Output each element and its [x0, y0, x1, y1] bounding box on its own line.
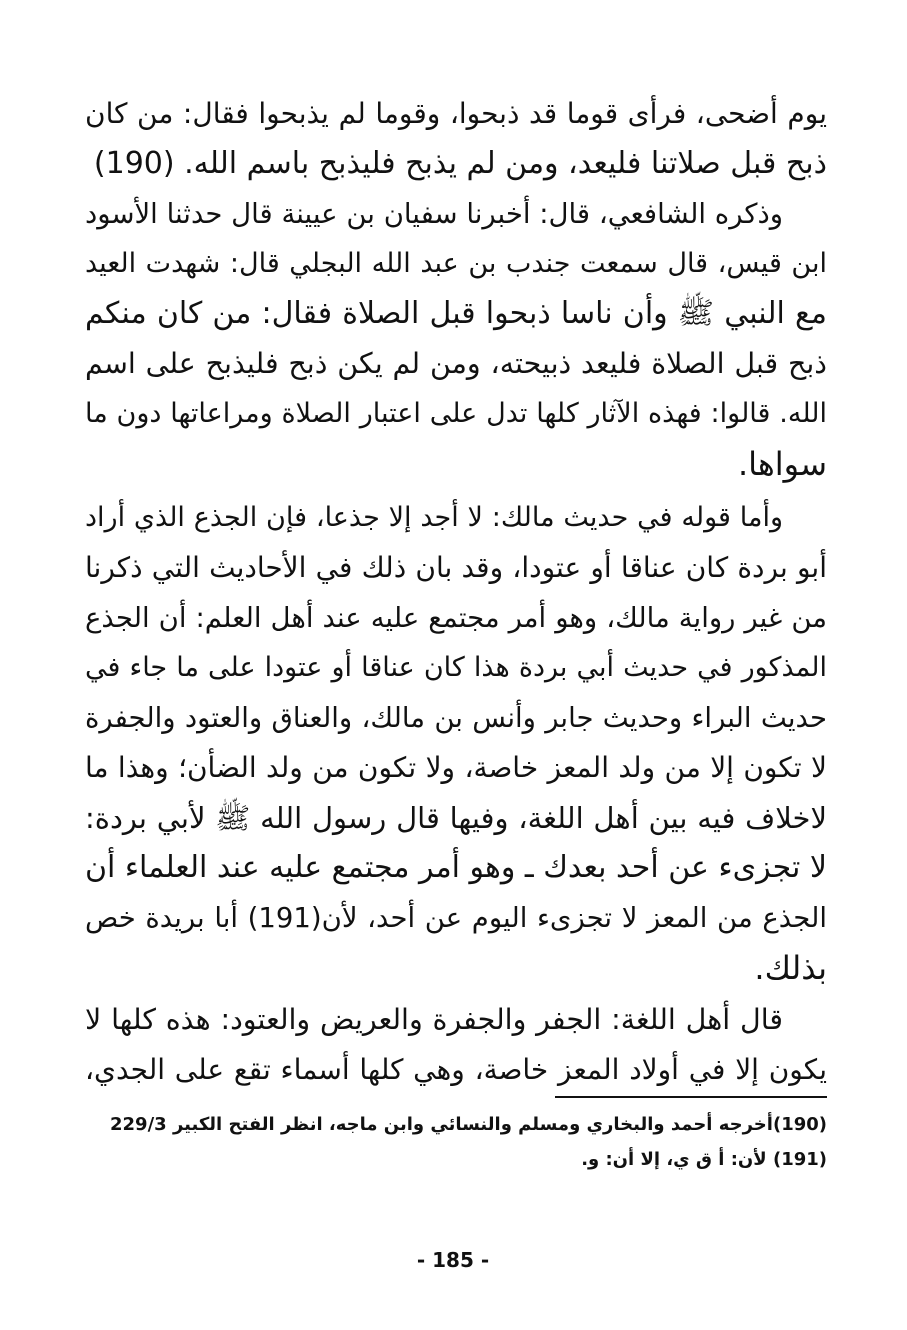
text-line: بذلك. [754, 949, 827, 987]
text-line: مع النبي ﷺ وأن ناسا ذبحوا قبل الصلاة فقال: من كان منكم [85, 296, 827, 331]
footnote: (191) لأن: أ ق ي، إلا أن: و. [581, 1149, 827, 1170]
page-number: - 185 - [416, 1248, 490, 1272]
text-line: يوم أضحى، فرأى قوما قد ذبحوا، وقوما لم يذبحوا فقال: من كان [85, 97, 827, 130]
text-line: لاخلاف فيه بين أهل اللغة، وفيها قال رسول الله ﷺ لأبي بردة: [85, 801, 827, 835]
text-line: لا تكون إلا من ولد المعز خاصة، ولا تكون من ولد الضأن؛ وهذا ما [85, 751, 827, 784]
text-line: حديث البراء وحديث جابر وأنس بن مالك، والعناق والعتود والجفرة [85, 702, 827, 734]
text-line: وذكره الشافعي، قال: أخبرنا سفيان بن عيينة قال حدثنا الأسود [85, 198, 783, 230]
text-line: المذكور في حديث أبي بردة هذا كان عناقا أو عتودا على ما جاء في [85, 652, 827, 683]
footnote-separator [555, 1096, 827, 1098]
footnote: (190)أخرجه أحمد والبخاري ومسلم والنسائي وابن ماجه، انظر الفتح الكبير 229/3 [110, 1114, 827, 1135]
text-line: قال أهل اللغة: الجفر والجفرة والعريض والعتود: هذه كلها لا [85, 1003, 783, 1036]
text-line: يكون إلا في أولاد المعز خاصة، وهي كلها أسماء تقع على الجدي، [85, 1053, 827, 1086]
text-line: الله. قالوا: فهذه الآثار كلها تدل على اعتبار الصلاة ومراعاتها دون ما [85, 398, 827, 429]
text-line: سواها. [737, 445, 827, 483]
text-line: وأما قوله في حديث مالك: لا أجد إلا جذعا، فإن الجذع الذي أراد [85, 502, 783, 533]
text-line: لا تجزىء عن أحد بعدك ـ وهو أمر مجتمع عليه عند العلماء أن [85, 850, 827, 885]
text-line: ابن قيس، قال سمعت جندب بن عبد الله البجلي قال: شهدت العيد [85, 248, 827, 279]
text-line: من غير رواية مالك، وهو أمر مجتمع عليه عند أهل العلم: أن الجذع [85, 602, 827, 634]
text-line: الجذع من المعز لا تجزىء اليوم عن أحد، لأن(191) أبا بريدة خص [85, 902, 827, 934]
text-line: أبو بردة كان عناقا أو عتودا، وقد بان ذلك في الأحاديث التي ذكرنا [85, 551, 827, 584]
text-line: ذبح قبل صلاتنا فليعد، ومن لم يذبح فليذبح باسم الله. (190) [93, 146, 827, 181]
text-line: ذبح قبل الصلاة فليعد ذبيحته، ومن لم يكن ذبح فليذبح على اسم [85, 347, 827, 380]
